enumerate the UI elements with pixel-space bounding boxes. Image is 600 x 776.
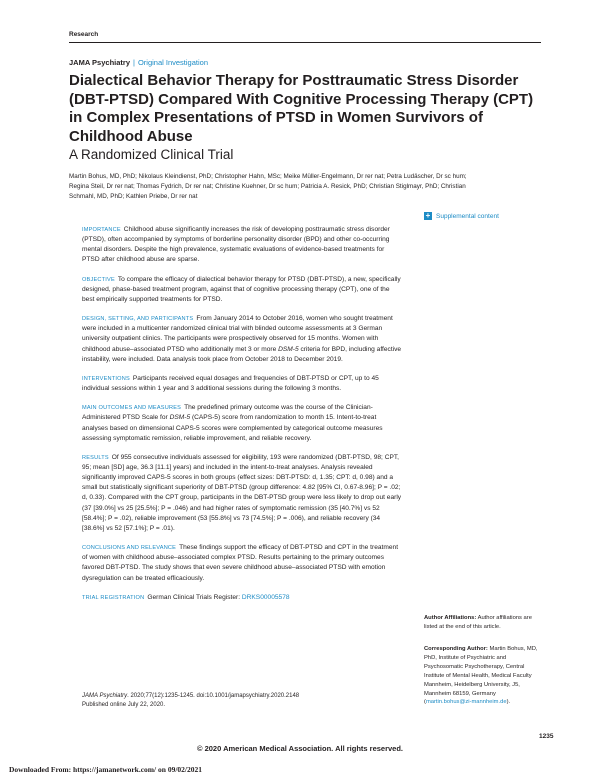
conclusions-label: CONCLUSIONS AND RELEVANCE [82,545,177,552]
author-list: Martin Bohus, MD, PhD; Nikolaus Kleindienst, PhD; Christopher Hahn, MSc; Meike Müller-Engelmann, Dr rer nat; Petra Ludäscher, Dr sc hum; Regina Steil, Dr rer nat; Thomas Fydrich, Dr rer nat; Christine Kuehner, Dr sc hum; Patricia A. Resick, PhD; Christian Stiglmayr, PhD; Christian Schmahl, MD, PhD; Kathlen Priebe, Dr rer nat [69,173,467,200]
citation-journal: JAMA Psychiatry [82,693,128,699]
abstract-design [82,314,402,365]
copyright-notice: © 2020 American Medical Association. All rights reserved. [196,744,404,753]
abstract [82,225,402,612]
importance-label: IMPORTANCE [82,227,121,233]
outcomes-text-a: The predefined primary outcome was the course of the Clinician-Administered PTSD Scale for [82,404,373,422]
journal-line [69,58,208,67]
article-subtitle: A Randomized Clinical Trial [69,147,234,162]
section-label: Research [69,31,99,38]
citation-details: . 2020;77(12):1235-1245. doi:10.1001/jamapsychiatry.2020.2148 [127,693,300,699]
abstract-interventions [82,374,402,394]
interventions-label: INTERVENTIONS [82,375,130,382]
article-title: Dialectical Behavior Therapy for Posttraumatic Stress Disorder (DBT-PTSD) Compared With Cognitive Processing Therapy (CPT) in Complex Presentations of PTSD in Women Survivors of Childhood Abuse [69,72,534,145]
corresponding-close: ). [506,699,511,706]
article-type[interactable]: Original Investigation [137,58,208,67]
trial-label: TRIAL REGISTRATION [82,594,145,601]
trial-text: German Clinical Trials Register: [147,593,242,601]
conclusions-text: These findings support the efficacy of DBT-PTSD and CPT in the treatment of women with childhood abuse–associated complex PTSD. Results pertaining to the primary outcomes favored DBT-PTSD. The study shows that even severe childhood abuse–associated PTSD with emotion dysregulation can be treated efficaciously. [82,544,399,582]
header-rule [69,42,541,43]
design-dsm: DSM-5 [278,345,299,353]
abstract-importance [82,225,402,266]
design-text-b: criteria for BPD, including affective instability, were included. Data analysis took place from October 2018 to December 2019. [82,345,402,363]
download-stamp: Downloaded From: https://jamanetwork.com/ on 09/02/2021 [9,765,202,774]
page-number: 1235 [539,733,554,740]
citation [82,692,402,710]
trial-id-link[interactable]: DRKS00005578 [241,593,290,601]
corresponding-text: Martin Bohus, MD, PhD, Institute of Psychiatric and Psychosomatic Psychotherapy, Central Institute of Mental Health, Medical Faculty Mannheim, Heidelberg University, J5, Mannheim 68159, Germany ( [424,646,538,706]
outcomes-label: MAIN OUTCOMES AND MEASURES [82,405,182,412]
importance-text: Childhood abuse significantly increases the risk of developing posttraumatic stress disorder (PTSD), often accompanied by symptoms of borderline personality disorder (BPD) and other co-occurring mental disorders. Despite the high prevalence, systematic evaluations of evidence-based treatments for PTSD after childhood abuse are sparse. [82,226,390,264]
objective-text: To compare the efficacy of dialectical behavior therapy for PTSD (DBT-PTSD), a new, specifically designed, phase-based treatment program, against that of cognitive processing therapy (CPT), one of the best empirically supported treatments for PTSD. [82,275,401,303]
abstract-objective [82,275,402,305]
corresponding-label: Corresponding Author: [424,646,488,652]
plus-icon: + [425,211,431,220]
results-label: RESULTS [82,454,109,461]
abstract-trial-registration [82,593,402,603]
affiliations-label: Author Affiliations: [424,615,477,621]
author-affiliations [424,614,542,632]
objective-label: OBJECTIVE [82,276,115,283]
affiliations-text: Author affiliations are listed at the end of this article. [424,615,532,630]
abstract-results [82,453,402,534]
supplemental-content-link[interactable] [424,212,499,220]
design-label: DESIGN, SETTING, AND PARTICIPANTS [82,316,194,323]
published-date: Published online July 22, 2020. [82,702,166,708]
outcomes-text-b: (CAPS-5) score from randomization to month 15. Intent-to-treat analyses based on dimensional CAPS-5 scores were complemented by categorical outcome measures assessing symptomatic remission, reliable improvement, and reliable recovery. [82,414,383,442]
corresponding-email[interactable]: martin.bohus@zi-mannheim.de [425,699,507,706]
interventions-text: Participants received equal dosages and frequencies of DBT-PTSD or CPT, up to 45 individual sessions within 1 year and 3 additional sessions during the following 3 months. [82,374,379,393]
supplemental-content-label[interactable]: Supplemental content [436,212,499,220]
outcomes-dsm: DSM-5 [169,414,191,422]
citation-line [82,692,402,701]
journal-name: JAMA Psychiatry [69,58,130,67]
abstract-outcomes [82,403,402,444]
abstract-conclusions [82,543,402,584]
design-text-a: From January 2014 to October 2016, women who sought treatment were included in a multicenter randomized clinical trial with blinded outcome assessments at 3 German university outpatient clinics. The participants were prospectively observed for 15 months. Women with childhood abuse–associated PTSD who additionally met 3 or more [82,315,393,353]
journal-separator: | [133,58,135,67]
results-text: Of 955 consecutive individuals assessed for eligibility, 193 were randomized (DBT-PTSD, 98; CPT, 95; mean [SD] age, 36.3 [11.1] years) and included in the intent-to-treat analyses. Analysis revealed significantly improved CAPS-5 scores in both groups (effect sizes: DBT-PTSD: d, 1.35; CPT: d, 0.98) and a small but statistically significant superiority of DBT-PTSD (group difference: 4.82 [95% CI, 0.67-8.96]; P = .02; d, 0.33). Compared with the CPT group, participants in the DBT-PTSD group were less likely to drop out early (37 [39.0%] vs 25 [25.5%]; P = .046) and had higher rates of symptomatic remission (35 [40.7%] vs 52 [58.4%]; P = .02), reliable improvement (53 [55.8%] vs 73 [74.5%]; P = .006), and reliable recovery (34 [38.6%] vs 52 [57.1%]; P = .01). [82,453,402,532]
corresponding-author [424,645,542,707]
